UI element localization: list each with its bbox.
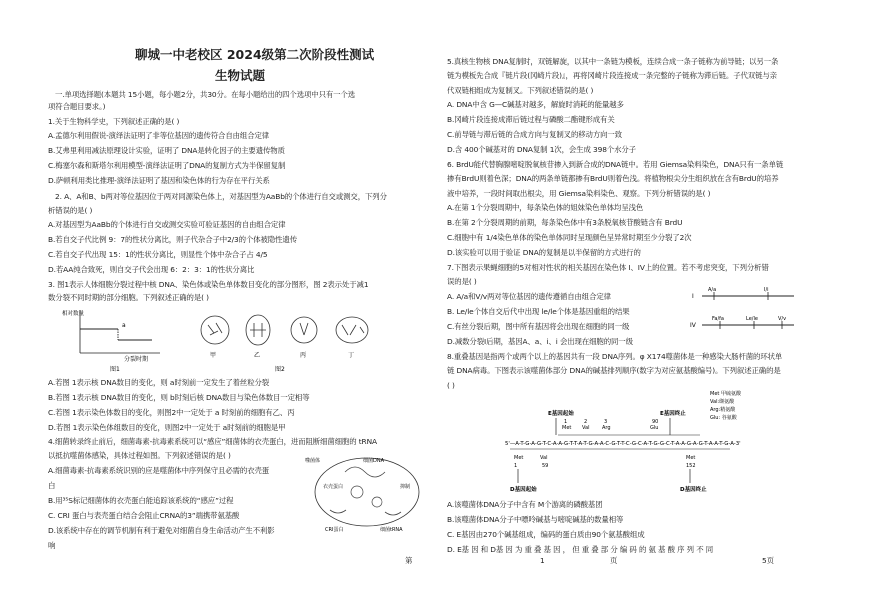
q7-option-d: D.减数分裂Ⅰ后期，基因A、a、i、i 会出现在细胞的同一级 [447,337,633,346]
num-top-3: 3 [604,419,608,425]
q8-option-b: B.该噬菌体DNA分子中嘌呤碱基与嘧啶碱基的数量相等 [447,515,624,524]
footer-page-label: 页 [610,556,618,565]
q8-option-c: C. E基因由270个碱基组成，编码的蛋白质由90个氨基酸组成 [447,530,645,539]
q5-option-c: C.前导链与滞后链的合成方向与复制叉的移动方向一致 [447,130,622,139]
q7-option-b: B. Le/le个体自交后代中出现 le/le个体是基因重组的结果 [447,307,630,316]
num-bottom-59: 59 [542,463,549,469]
q8-stem-2: 链 DNA病毒。下图表示该噬菌体部分 DNA的碱基排列顺序(数字为对应氨基酸编号)。下列叙述正确的是 [447,366,781,375]
q8-option-a: A.该噬菌体DNA分子中含有 M个游离的磷酸基团 [447,500,603,509]
exam-subject: 生物试题 [215,68,266,83]
q2-option-d: D.若AA纯合致死，则自交子代会出现 6：2：3：1的性状分离比 [48,265,255,274]
q1-stem: 1.关于生物科学史，下列叙述正确的是( ) [48,117,180,126]
footer-total: 5页 [762,556,774,565]
d-start-label: D基因起始 [510,487,537,493]
cell-jia [201,316,229,344]
q4-option-d: D.该系统中存在的调节机制有利于避免对细菌自身生命活动产生不利影 [48,526,275,535]
legend-glu: Glu: 谷氨酸 [710,415,737,421]
q3-option-d: D.若图 1表示染色体组数目的变化，则图2中一定处于 a时刻前的细胞是甲 [48,423,286,432]
cell-bing [291,317,317,343]
q4-option-a: A.细菌毒素-抗毒素系统识别的应是噬菌体中序列保守且必需的衣壳蛋 [48,466,270,475]
q3-stem-2: 数分裂不同时期的部分细胞。下列叙述正确的是( ) [48,293,209,302]
q8-option-d: D. E基 因 和 D基 因 为 重 叠 基 因 ， 但 重 叠 部 分 编 码 的 氨 基 酸 序 列 不 同 [447,545,714,554]
aa-top-glu: Glu [650,425,659,431]
d-end-label: D基因终止 [680,487,707,493]
q3-option-a: A.若图 1表示核 DNA数目的变化，则 a时刻前一定发生了着丝粒分裂 [48,378,270,387]
gene-Aa: A/a [708,287,717,293]
q4-figure [305,452,425,534]
q1-option-b: B.艾弗里利用减法原理设计实验，证明了 DNA是转化因子的主要遗传物质 [48,146,285,155]
aa-top-met: Met [562,425,572,431]
gene-Vv: V/v [778,316,787,322]
q4-fig-label-phage: 噬菌体 [305,458,321,464]
fig1-ylabel: 相对数量 [62,311,85,317]
fig1-label: 图1 [110,366,120,373]
q5-option-a: A. DNA中含 G—C碱基对越多，解旋时消耗的能量越多 [447,100,624,109]
num-bottom-1: 1 [514,463,518,469]
e-end-label: E基因终止 [660,411,686,417]
q7-option-c: C.有丝分裂后期，图中所有基因将会出现在细胞的同一级 [447,322,630,331]
num-top-90: 90 [652,419,659,425]
cell-label-ding: 丁 [348,352,355,359]
q2-stem: 2. A、A和B、b两对等位基因位于两对同源染色体上，对基因型为AaBb的个体进行自交或测交，下列分 [55,192,387,201]
q7-figure [690,285,800,335]
q8-stem: 8.重叠基因是指两个或两个以上的基因共有一段 DNA序列。φ X174噬菌体是一种感染大肠杆菌的环状单 [447,352,783,361]
footer-page-number: 1 [540,556,545,565]
chrom-4-label: IV [690,322,696,329]
q2-option-c: C.若自交子代出现 15：1的性状分离比，则显性个体中杂合子占 4/5 [48,250,268,259]
cell-label-yi: 乙 [254,352,261,359]
aa-bottom-val: Val [540,455,548,461]
q1-option-d: D.萨顿利用类比推理-演绎法证明了基因和染色体的行为存在平行关系 [48,176,270,185]
aa-bottom-met-2: Met [686,455,696,461]
q4-option-c: C. CRI 蛋白与表壳蛋白结合会阻止CRNA的3”端携带氨基酸 [48,511,240,520]
q7-stem: 7.下图表示果蝇细胞的5对相对性状的相关基因在染色体 I、IV上的位置。若不考虑突变，下列分析错 [447,263,769,272]
legend-val: Val:缬氨酸 [710,399,735,405]
q5-option-b: B.冈崎片段连接成滞后链过程与磷酸二酯键形成有关 [447,115,615,124]
num-top-1: 1 [564,419,568,425]
q5-option-d: D.含 400个碱基对的 DNA复制 1次，会生成 398个水分子 [447,145,636,154]
q1-option-a: A.孟德尔利用假说-演绎法证明了非等位基因的遗传符合自由组合定律 [48,131,270,140]
aa-top-val: Val [582,425,590,431]
q6-option-d: D.该实验可以用于验证 DNA的复制是以半保留的方式进行的 [447,248,641,257]
q6-option-b: B.在第 2个分裂周期的前期，每条染色体中有3条脱氧核苷酸链含有 BrdU [447,218,683,227]
gene-Lele: Le/le [746,316,758,322]
chrom-1-label: I [692,293,694,300]
dna-sequence: 5'—A-T-G-A-G-T-C-A-A-G-T-T-A-T-G-A-A-C-G-T-T-C-G-C-A-T-G-G-C-T-A-A-G-A-G-T-A-A-T-G-A-3' [505,441,741,447]
cell-ding [336,317,368,343]
q4-stem-2: 以抵抗噬菌体感染，具体过程如图。下列叙述错误的是( ) [48,451,231,460]
q5-stem-2: 链为模板先合成『链片段(冈崎片段)』，再将冈崎片段连接成一条完整的子链称为滞后链。子代双链与亲 [447,71,777,80]
q3-option-c: C.若图 1表示染色体数目的变化，则图2中一定处于 a 时刻前的细胞有乙、丙 [48,408,295,417]
section-heading-2: 项符合题目要求。) [48,102,106,111]
q5-stem-3: 代双链相组成为复制叉。下列叙述错误的是( ) [447,86,594,95]
section-heading: 一.单项选择题(本题共 15小题，每小题2分，共30分。在每小题给出的四个选项中只有一个选 [55,90,356,99]
q5-stem: 5.真核生物核 DNA复制时，双链解旋，以其中一条链为模板，连续合成一条子链称为前导链；以另一条 [447,57,779,66]
q6-stem: 6. BrdU能代替胸腺嘧啶脱氧核苷掺入到新合成的DNA链中。若用 Giemsa染料染色，DNA只有一条单链 [447,160,784,169]
q4-fig-label-dna: 细菌DNA [363,458,385,464]
q2-option-b: B.若自交子代比例 9：7的性状分离比，则子代杂合子中2/3的个体被隐性遗传 [48,235,297,244]
q3-figure [60,305,390,375]
q4-option-d-2: 响 [48,541,56,550]
fig2-label: 图2 [275,366,285,373]
footer-left: 第 [405,556,413,565]
exam-title: 聊城一中老校区 2024级第二次阶段性测试 [135,47,375,62]
q2-stem-2: 析错误的是( ) [48,206,93,215]
cell-label-bing: 丙 [300,352,307,359]
fig1-xlabel: 分裂时期 [124,356,149,363]
q4-option-a-2: 白 [48,481,56,490]
q8-stem-3: ( ) [447,381,455,390]
aa-bottom-met: Met [514,455,524,461]
q2-option-a: A.对基因型为AaBb的个体进行自交或测交实验可验证基因的自由组合定律 [48,220,286,229]
aa-top-arg: Arg [602,425,611,431]
q4-fig-label-cri: CRI蛋白 [325,527,344,533]
q6-option-c: C.细胞中有 1/4染色单体的染色单体同时呈现颜色呈异常时期至少分裂了2次 [447,233,692,242]
q4-fig-label-trna: 细菌tRNA [380,527,403,533]
q3-stem: 3. 图1表示人体细胞分裂过程中核 DNA、染色体或染色单体数目变化的部分图形，图 2表示处于减1 [48,280,369,289]
q4-option-b: B.用³⁵S标记细菌体的衣壳蛋白能追踪该系统的“感应”过程 [48,496,234,505]
q8-figure [500,385,790,497]
q4-stem: 4.细菌转录终止前后，细菌毒素-抗毒素系统可以“感应”细菌体的衣壳蛋白，进而阻断细菌细胞的 tRNA [48,437,377,446]
q7-stem-2: 误的是( ) [447,277,477,286]
num-top-2: 2 [584,419,588,425]
q4-fig-label-inhibit: 抑制 [400,484,411,490]
legend-met: Met 甲硫氨酸 [710,391,741,397]
legend-arg: Arg:精氨酸 [710,407,736,413]
gene-Ii: I/i [764,287,769,293]
q7-option-a: A. A/a和V/v两对等位基因的遗传遵循自由组合定律 [447,292,611,301]
cell-label-jia: 甲 [210,352,217,359]
fig1-a-label: a [122,322,126,329]
q6-option-a: A.在第 1个分裂周期中，每条染色体的姐妹染色单体均呈浅色 [447,203,644,212]
q3-option-b: B.若图 1表示核 DNA数目的变化，则 b时刻后核 DNA数目与染色体数目一定相等 [48,393,310,402]
num-bottom-152: 152 [686,463,696,469]
q1-option-c: C.梅塞尔森和斯塔尔利用模型-演绎法证明了DNA的复制方式为半保留复制 [48,161,286,170]
q4-fig-label-capsid: 衣壳蛋白 [323,484,344,490]
e-start-label: E基因起始 [548,411,574,417]
gene-Fafa: Fa/fa [712,316,724,322]
q6-stem-3: 液中培养，一段时间取出根尖，用 Giemsa染料染色、观察。下列分析错误的是( ) [447,189,711,198]
q6-stem-2: 掺有BrdU则着色深；DNA的两条单链都掺有BrdU则着色浅。将植物根尖分生组织放在含有BrdU的培养 [447,174,779,183]
